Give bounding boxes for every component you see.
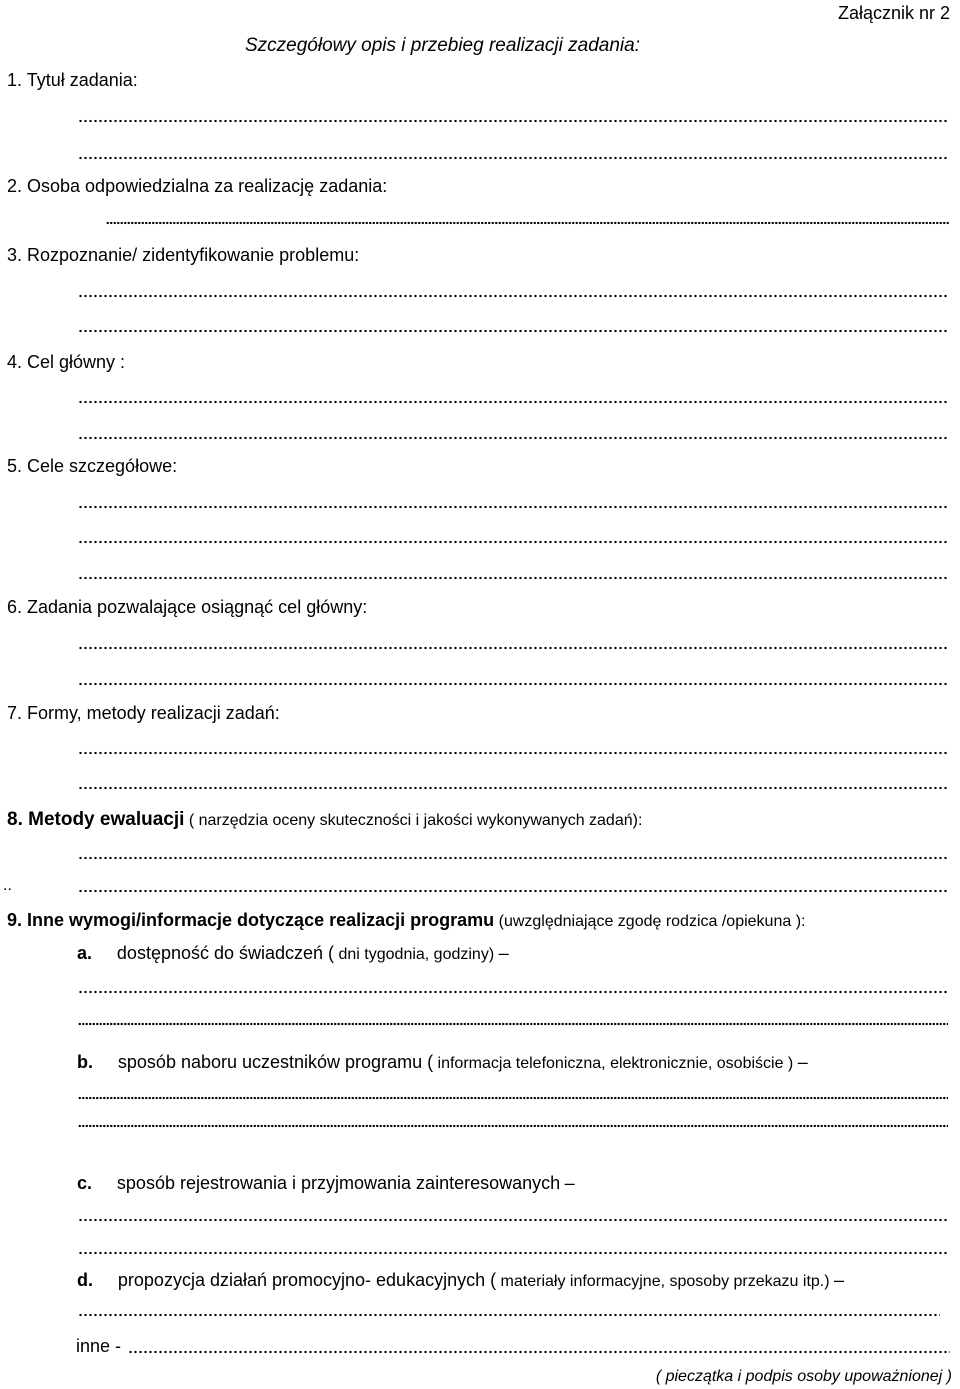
- section-9-note: (uwzględniające zgodę rodzica /opiekuna ):: [498, 913, 806, 930]
- subitem-d: [77, 1271, 844, 1290]
- subitem-b-note: informacja telefoniczna, elektronicznie, osobiście ): [437, 1055, 794, 1072]
- stray-mark: ..: [3, 877, 12, 894]
- section-8-heading: [7, 810, 642, 829]
- subitem-d-dash: –: [834, 1270, 845, 1290]
- subitem-a-letter: a.: [77, 943, 93, 963]
- answer-line[interactable]: [78, 889, 948, 893]
- page-title: Szczegółowy opis i przebieg realizacji zadania:: [245, 35, 640, 56]
- answer-line[interactable]: [78, 1022, 948, 1026]
- answer-line[interactable]: [78, 540, 948, 544]
- attachment-label: Załącznik nr 2: [838, 3, 951, 23]
- subitem-b-dash: –: [797, 1052, 808, 1072]
- stamp-caption: ( pieczątka i podpis osoby upoważnionej ): [655, 1368, 952, 1385]
- section-6-label: 6. Zadania pozwalające osiągnąć cel główny:: [7, 597, 368, 617]
- answer-line[interactable]: [78, 329, 948, 333]
- answer-line[interactable]: [78, 156, 948, 160]
- section-5-label: 5. Cele szczegółowe:: [7, 456, 178, 476]
- answer-line[interactable]: [78, 990, 948, 994]
- answer-line[interactable]: [78, 646, 948, 650]
- answer-line[interactable]: [78, 1096, 948, 1100]
- subitem-c-text: sposób rejestrowania i przyjmowania zainteresowanych: [116, 1173, 561, 1193]
- answer-line[interactable]: [78, 682, 948, 686]
- answer-line[interactable]: [78, 505, 948, 509]
- subitem-a-dash: –: [498, 943, 509, 963]
- section-8-note: ( narzędzia oceny skuteczności i jakości wykonywanych zadań):: [188, 812, 643, 829]
- subitem-a: [77, 944, 509, 963]
- subitem-b-text: sposób naboru uczestników programu (: [117, 1052, 434, 1072]
- answer-line[interactable]: [128, 1350, 950, 1354]
- answer-line[interactable]: [78, 1124, 948, 1128]
- answer-line[interactable]: [78, 1251, 948, 1255]
- section-3-label: 3. Rozpoznanie/ zidentyfikowanie problemu:: [7, 245, 360, 265]
- answer-line[interactable]: [78, 786, 948, 790]
- subitem-c-dash: –: [564, 1173, 575, 1193]
- answer-line[interactable]: [78, 576, 948, 580]
- subitem-b-letter: b.: [77, 1052, 93, 1072]
- section-2-label: 2. Osoba odpowiedzialna za realizację zadania:: [7, 176, 388, 196]
- section-4-label: 4. Cel główny :: [7, 352, 126, 372]
- subitem-c-letter: c.: [77, 1173, 93, 1193]
- subitem-b: [77, 1053, 808, 1072]
- section-9-heading: [7, 911, 805, 930]
- answer-line[interactable]: [78, 1313, 940, 1317]
- subitem-d-text: propozycja działań promocyjno- edukacyjnych (: [117, 1270, 497, 1290]
- answer-line[interactable]: [78, 400, 948, 404]
- section-8-label: 8. Metody ewaluacji: [7, 809, 185, 830]
- subitem-a-text: dostępność do świadczeń (: [116, 943, 335, 963]
- answer-line[interactable]: [78, 294, 948, 298]
- section-9-label: 9. Inne wymogi/informacje dotyczące realizacji programu: [7, 910, 495, 930]
- section-1-label: 1. Tytuł zadania:: [7, 70, 138, 90]
- answer-line[interactable]: [78, 751, 948, 755]
- section-7-label: 7. Formy, metody realizacji zadań:: [7, 703, 280, 723]
- subitem-d-note: materiały informacyjne, sposoby przekazu itp.): [500, 1273, 830, 1290]
- answer-line[interactable]: [78, 436, 948, 440]
- subitem-c: [77, 1174, 575, 1193]
- answer-line[interactable]: [78, 1218, 948, 1222]
- other-label: inne -: [76, 1336, 122, 1356]
- subitem-a-note: dni tygodnia, godziny): [338, 946, 495, 963]
- answer-line[interactable]: [78, 119, 948, 123]
- answer-line[interactable]: [78, 856, 948, 860]
- answer-line[interactable]: [106, 221, 950, 225]
- subitem-d-letter: d.: [77, 1270, 93, 1290]
